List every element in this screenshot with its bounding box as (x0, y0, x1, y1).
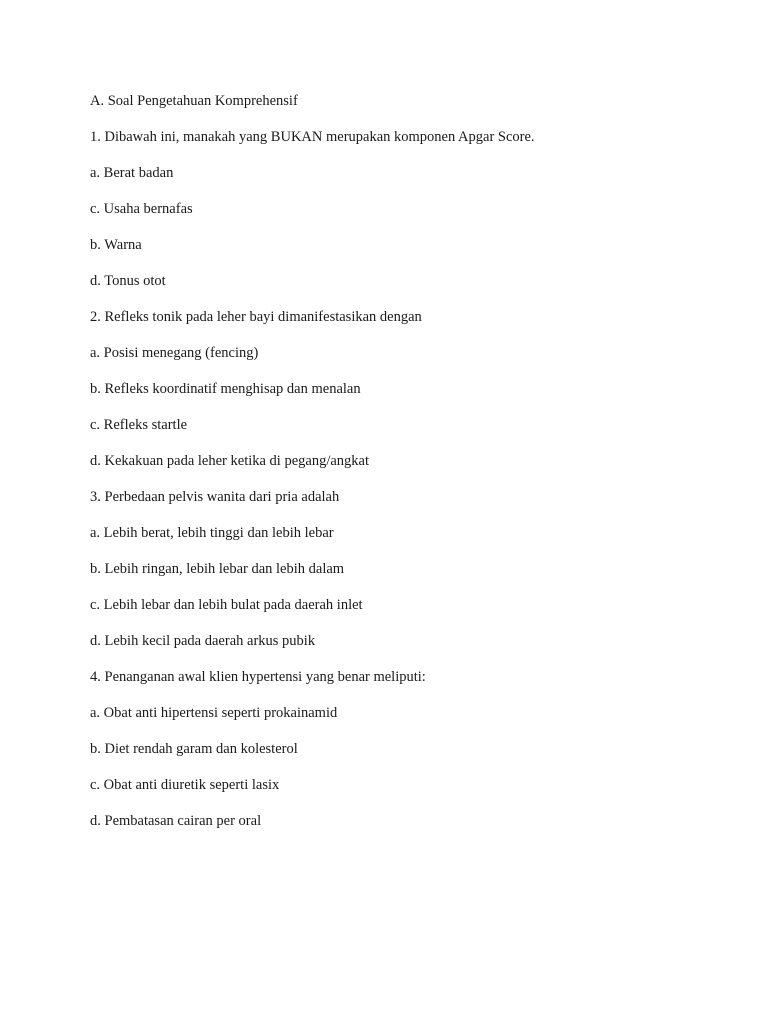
question-3: 3. Perbedaan pelvis wanita dari pria adalah (90, 489, 340, 505)
question-1-option: a. Berat badan (90, 165, 174, 181)
question-2-option: c. Refleks startle (90, 417, 188, 433)
question-2-option: d. Kekakuan pada leher ketika di pegang/angkat (90, 453, 370, 469)
question-1-option: d. Tonus otot (90, 273, 166, 289)
question-2-option: b. Refleks koordinatif menghisap dan menalan (90, 381, 361, 397)
question-2-option: a. Posisi menegang (fencing) (90, 345, 259, 361)
question-1-option: b. Warna (90, 237, 142, 253)
question-4-option: b. Diet rendah garam dan kolesterol (90, 741, 298, 757)
question-3-option: a. Lebih berat, lebih tinggi dan lebih lebar (90, 525, 334, 541)
document-page (90, 92, 730, 848)
question-2: 2. Refleks tonik pada leher bayi dimanifestasikan dengan (90, 309, 422, 325)
question-4: 4. Penanganan awal klien hypertensi yang benar meliputi: (90, 669, 426, 685)
question-4-option: d. Pembatasan cairan per oral (90, 813, 262, 829)
question-3-option: b. Lebih ringan, lebih lebar dan lebih dalam (90, 561, 345, 577)
question-4-option: a. Obat anti hipertensi seperti prokainamid (90, 705, 338, 721)
question-3-option: c. Lebih lebar dan lebih bulat pada daerah inlet (90, 597, 363, 613)
section-title: A. Soal Pengetahuan Komprehensif (90, 93, 298, 109)
question-4-option: c. Obat anti diuretik seperti lasix (90, 777, 280, 793)
question-1-option: c. Usaha bernafas (90, 201, 193, 217)
question-1: 1. Dibawah ini, manakah yang BUKAN merupakan komponen Apgar Score. (90, 129, 535, 145)
question-3-option: d. Lebih kecil pada daerah arkus pubik (90, 633, 316, 649)
